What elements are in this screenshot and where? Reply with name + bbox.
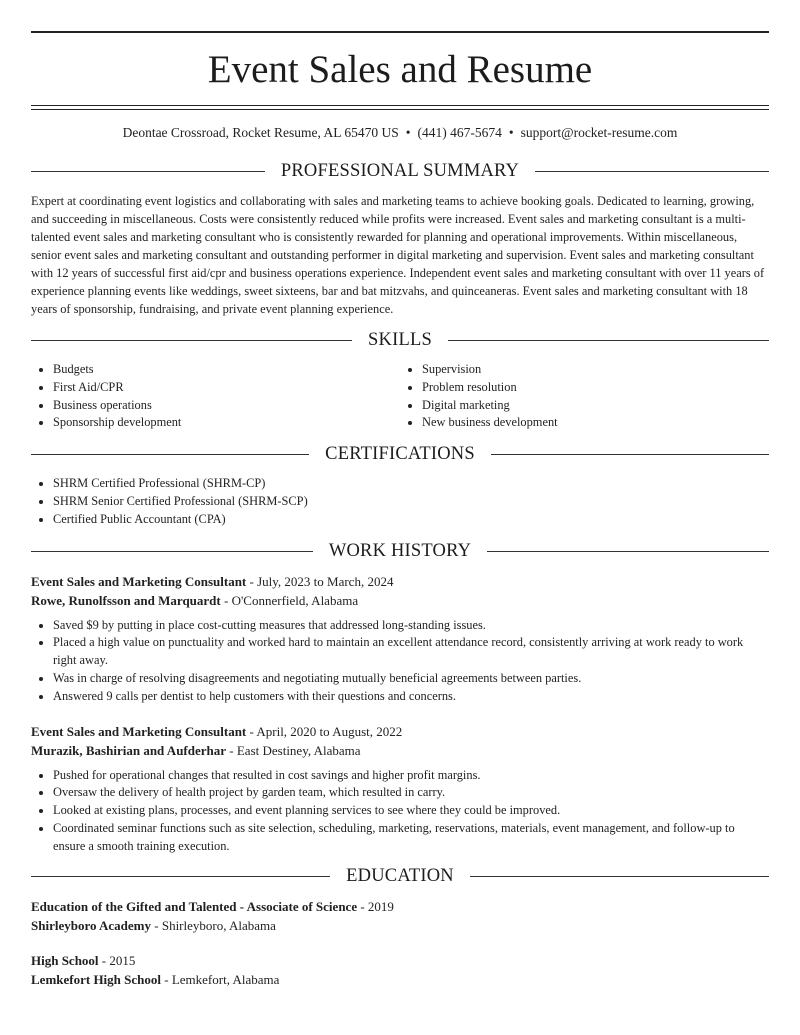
section-rule-left xyxy=(31,340,352,341)
section-rule-left xyxy=(31,171,265,172)
summary-section-header xyxy=(31,161,769,182)
job-role: Event Sales and Marketing Consultant xyxy=(31,723,247,739)
contact-email: support@rocket-resume.com xyxy=(520,125,678,140)
contact-phone: (441) 467-5674 xyxy=(417,125,502,140)
section-rule-right xyxy=(487,551,769,552)
job-bullet: • Answered 9 calls per dentist to help customers with their questions and concerns. xyxy=(53,688,769,706)
section-rule-right xyxy=(470,876,769,877)
top-rule xyxy=(31,31,769,33)
header-double-rule xyxy=(31,105,769,110)
job-entry xyxy=(31,722,769,856)
job-bullet: • Looked at existing plans, processes, and event planning services to see where they could be improved. xyxy=(53,802,769,820)
job-bullet: • Pushed for operational changes that resulted in cost savings and higher profit margins. xyxy=(53,767,769,785)
education-section-title: EDUCATION xyxy=(346,865,454,886)
job-dates: - July, 2023 to March, 2024 xyxy=(246,573,394,589)
summary-text: Expert at coordinating event logistics and collaborating with sales and marketing teams to achieve booking goals. Dedicated to learning, growing, and succeeding in miscellaneous. Costs were consistently reduced while profits were increased. Event sales and marketing consultant is a multi-talented event sales and marketing consultant who is consistently rewarded for planning and operational improvements. Within miscellaneous, senior event sales and marketing consultant and outstanding performer in digital marketing and supervision. Event sales and marketing consultant with 12 years of successful first aid/cpr and business operations experience. Independent event sales and marketing consultant with over 11 years of experience planning events like weddings, sweet sixteens, bar and bat mitzvahs, and quinceaneras. Event sales and marketing consultant with 18 years of sponsorship, fundraising, and private event planning experience. xyxy=(31,194,765,316)
section-rule-right xyxy=(491,454,769,455)
summary-section-title: PROFESSIONAL SUMMARY xyxy=(280,161,520,181)
education-location: - Lemkefort, Alabama xyxy=(161,971,280,987)
skill-item: • Supervision xyxy=(422,361,769,379)
work-section-title: WORK HISTORY xyxy=(328,540,472,561)
job-entry xyxy=(31,572,769,706)
job-company: Rowe, Runolfsson and Marquardt xyxy=(31,592,221,608)
job-bullets xyxy=(31,767,769,856)
skill-item: • New business development xyxy=(422,414,769,432)
education-entry xyxy=(31,897,769,935)
certifications-section-header xyxy=(31,444,769,465)
job-bullet: • Oversaw the delivery of health project by garden team, which resulted in carry. xyxy=(53,784,769,802)
education-degree: High School xyxy=(31,952,99,968)
skill-item: • Digital marketing xyxy=(422,397,769,415)
education-school: Shirleyboro Academy xyxy=(31,917,152,933)
certification-item: • Certified Public Accountant (CPA) xyxy=(53,511,769,529)
skill-item: • Sponsorship development xyxy=(53,414,400,432)
job-bullet: • Coordinated seminar functions such as site selection, scheduling, marketing, reservations, materials, event management, and follow-up to ensure a smooth training execution. xyxy=(53,820,769,856)
education-year: - 2019 xyxy=(357,898,394,914)
education-location: - Shirleyboro, Alabama xyxy=(151,917,276,933)
job-bullets xyxy=(31,617,769,706)
section-rule-right xyxy=(535,171,769,172)
education-school-line xyxy=(31,970,769,989)
contact-address: Deontae Crossroad, Rocket Resume, AL 65470 US xyxy=(122,125,399,140)
job-bullet: • Saved $9 by putting in place cost-cutting measures that addressed long-standing issues. xyxy=(53,617,769,635)
skill-item: • First Aid/CPR xyxy=(53,379,400,397)
certification-item: • SHRM Senior Certified Professional (SHRM-SCP) xyxy=(53,493,769,511)
job-dates: - April, 2020 to August, 2022 xyxy=(246,723,403,739)
job-company-line xyxy=(31,741,769,760)
education-school: Lemkefort High School xyxy=(31,971,161,987)
section-rule-left xyxy=(31,454,309,455)
skills-column-right xyxy=(400,361,769,432)
job-location: - O'Connerfield, Alabama xyxy=(220,592,359,608)
job-company: Murazik, Bashirian and Aufderhar xyxy=(31,742,227,758)
section-rule-left xyxy=(31,551,313,552)
certifications-list xyxy=(31,475,769,528)
resume-name: Event Sales and Resume xyxy=(207,48,593,91)
certifications-section-title: CERTIFICATIONS xyxy=(325,444,475,465)
skill-item: • Business operations xyxy=(53,397,400,415)
job-title-line xyxy=(31,722,769,741)
job-bullet: • Was in charge of resolving disagreements and negotiating mutually beneficial agreements between parties. xyxy=(53,670,769,688)
skills-column-left xyxy=(31,361,400,432)
skills-section-header xyxy=(31,330,769,351)
education-degree-line xyxy=(31,897,769,916)
job-location: - East Destiney, Alabama xyxy=(226,742,361,758)
job-company-line xyxy=(31,591,769,610)
skills-section-title: SKILLS xyxy=(368,330,432,350)
education-entry xyxy=(31,951,769,989)
contact-separator: • xyxy=(405,125,411,140)
resume-page xyxy=(31,0,769,989)
education-degree: Education of the Gifted and Talented - Associate of Science xyxy=(31,898,358,914)
certification-item: • SHRM Certified Professional (SHRM-CP) xyxy=(53,475,769,493)
skills-list xyxy=(31,361,769,432)
education-degree-line xyxy=(31,951,769,970)
job-bullet: • Placed a high value on punctuality and worked hard to maintain an excellent attendance record, consistently arriving at work ready to work right away. xyxy=(53,634,769,670)
job-role: Event Sales and Marketing Consultant xyxy=(31,573,247,589)
skill-item: • Budgets xyxy=(53,361,400,379)
education-year: - 2015 xyxy=(98,952,136,968)
contact-separator: • xyxy=(508,125,514,140)
job-title-line xyxy=(31,572,769,591)
skill-item: • Problem resolution xyxy=(422,379,769,397)
work-section-header xyxy=(31,541,769,562)
contact-line xyxy=(31,125,769,141)
section-rule-left xyxy=(31,876,330,877)
education-section-header xyxy=(31,866,769,887)
education-school-line xyxy=(31,916,769,935)
section-rule-right xyxy=(448,340,769,341)
